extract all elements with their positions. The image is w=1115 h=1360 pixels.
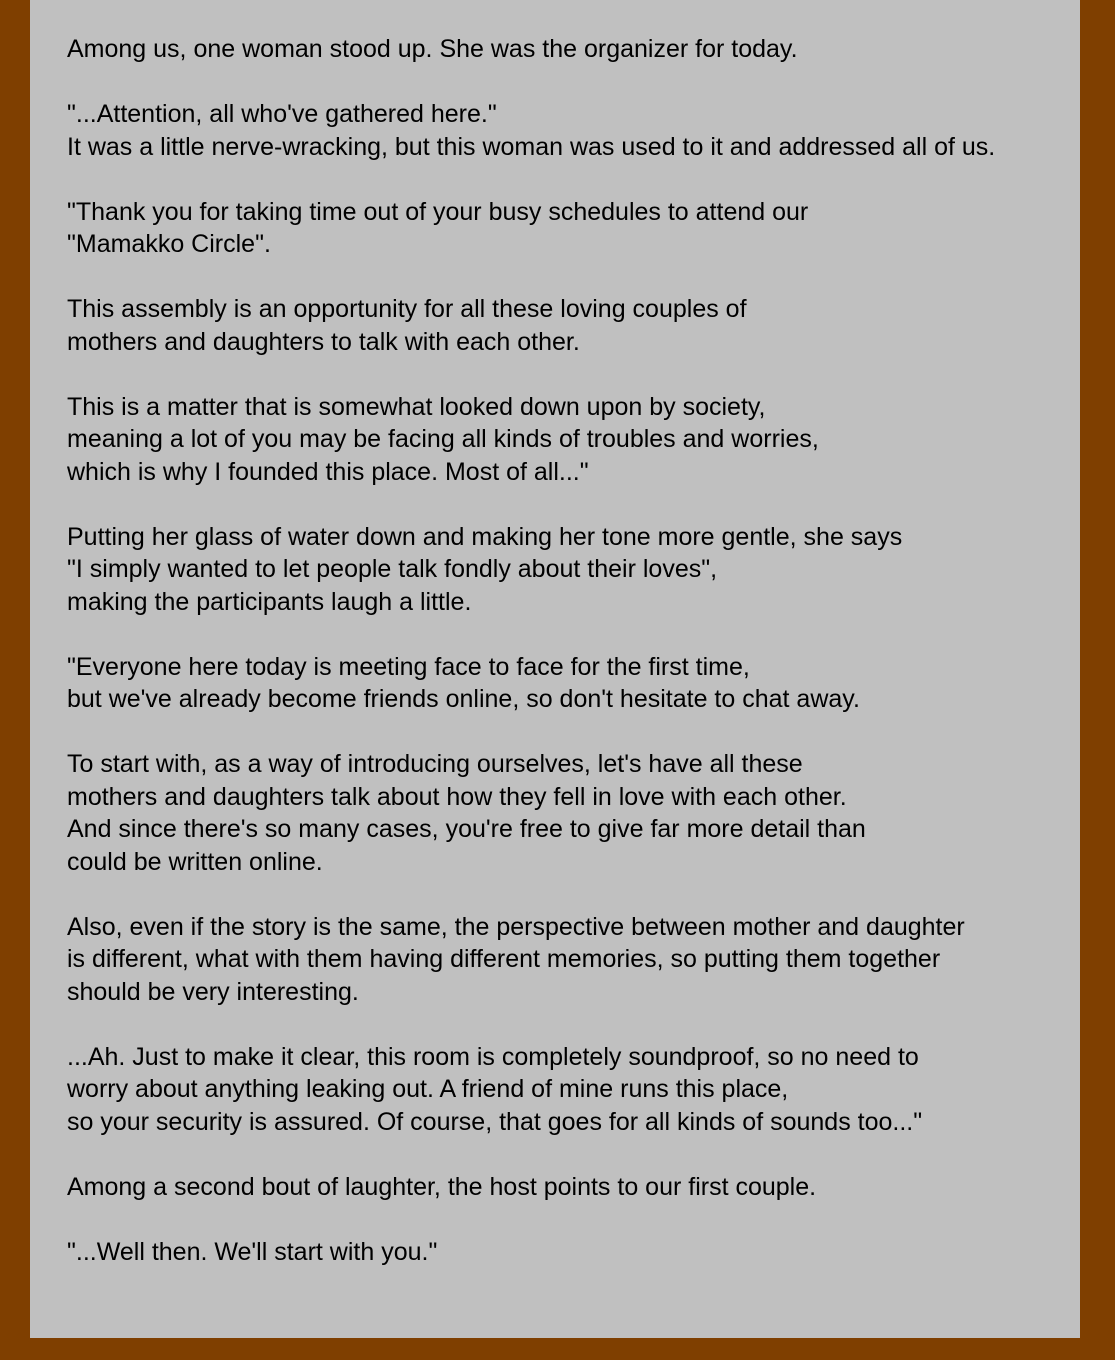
story-line: And since there's so many cases, you're free to give far more detail than bbox=[67, 815, 866, 843]
story-paragraph bbox=[67, 33, 1080, 66]
story-paragraph bbox=[67, 521, 1080, 619]
story-line: To start with, as a way of introducing ourselves, let's have all these bbox=[67, 750, 803, 778]
story-line: ...Ah. Just to make it clear, this room is completely soundproof, so no need to bbox=[67, 1042, 919, 1071]
story-line: It was a little nerve-wracking, but this woman was used to it and addressed all of us. bbox=[67, 132, 996, 161]
story-line: "Mamakko Circle". bbox=[67, 230, 271, 258]
story-line: Among us, one woman stood up. She was the organizer for today. bbox=[67, 35, 798, 63]
story-line: is different, what with them having different memories, so putting them together bbox=[67, 945, 941, 973]
story-line: should be very interesting. bbox=[67, 977, 359, 1006]
story-line: mothers and daughters talk about how they fell in love with each other. bbox=[67, 782, 847, 811]
story-paragraph bbox=[67, 1171, 1080, 1204]
story-paragraph bbox=[67, 98, 1080, 163]
story-line: making the participants laugh a little. bbox=[67, 587, 472, 616]
story-page bbox=[30, 0, 1080, 1338]
story-line: "...Attention, all who've gathered here." bbox=[67, 100, 497, 128]
story-line: Also, even if the story is the same, the perspective between mother and daughter bbox=[67, 912, 965, 941]
story-body bbox=[67, 33, 1080, 1268]
story-paragraph bbox=[67, 391, 1080, 489]
story-line: "Everyone here today is meeting face to face for the first time, bbox=[67, 652, 750, 681]
story-line: meaning a lot of you may be facing all kinds of troubles and worries, bbox=[67, 425, 819, 453]
story-paragraph bbox=[67, 196, 1080, 261]
story-paragraph bbox=[67, 911, 1080, 1009]
story-paragraph bbox=[67, 293, 1080, 358]
story-line: Among a second bout of laughter, the host points to our first couple. bbox=[67, 1172, 817, 1201]
story-line: "...Well then. We'll start with you." bbox=[67, 1237, 438, 1266]
story-line: so your security is assured. Of course, that goes for all kinds of sounds too..." bbox=[67, 1107, 923, 1136]
story-line: could be written online. bbox=[67, 847, 323, 876]
story-line: "Thank you for taking time out of your busy schedules to attend our bbox=[67, 197, 809, 226]
story-line: worry about anything leaking out. A friend of mine runs this place, bbox=[67, 1075, 789, 1103]
story-line: "I simply wanted to let people talk fondly about their loves", bbox=[67, 555, 718, 583]
story-line: which is why I founded this place. Most of all..." bbox=[67, 457, 589, 486]
story-line: Putting her glass of water down and making her tone more gentle, she says bbox=[67, 522, 903, 551]
story-paragraph bbox=[67, 1041, 1080, 1139]
story-line: but we've already become friends online, so don't hesitate to chat away. bbox=[67, 685, 860, 713]
story-paragraph bbox=[67, 1236, 1080, 1269]
story-paragraph bbox=[67, 651, 1080, 716]
story-line: This is a matter that is somewhat looked down upon by society, bbox=[67, 392, 766, 421]
story-line: mothers and daughters to talk with each other. bbox=[67, 327, 580, 356]
story-line: This assembly is an opportunity for all these loving couples of bbox=[67, 295, 747, 323]
story-paragraph bbox=[67, 748, 1080, 878]
